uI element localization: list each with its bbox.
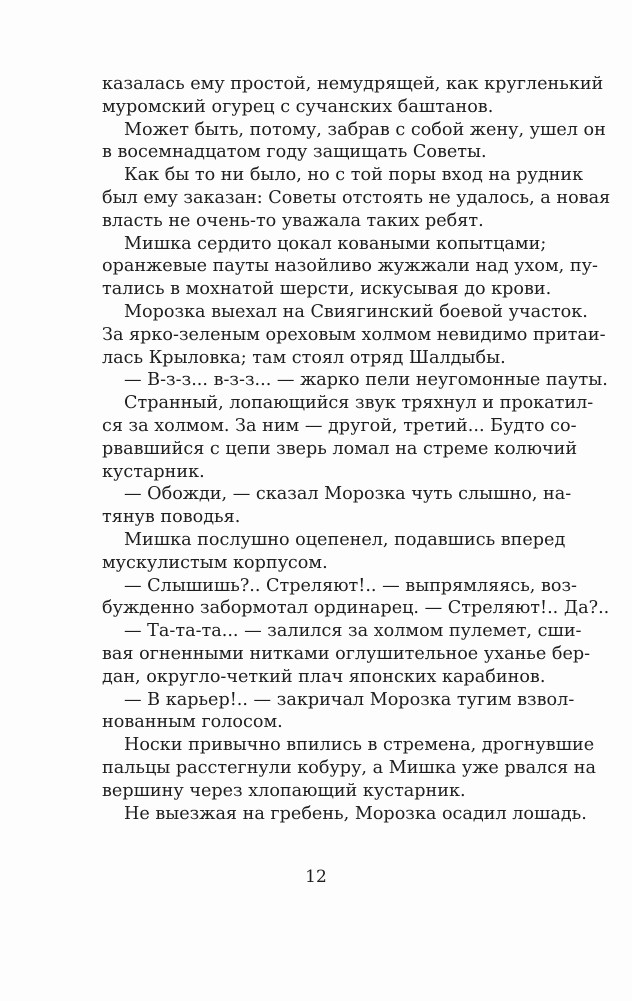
text-line: — В карьер!.. — закричал Морозка тугим взвол- xyxy=(124,689,575,710)
text-line: — Слышишь?.. Стреляют!.. — выпрямляясь, воз- xyxy=(124,575,577,596)
body-text xyxy=(102,73,611,825)
text-line: казалась ему простой, немудрящей, как кругленький xyxy=(102,74,604,94)
text-line: муромский огурец с сучанских баштанов. xyxy=(102,96,494,117)
text-line: Странный, лопающийся звук тряхнул и прокатил- xyxy=(124,393,594,414)
text-line: вая огненными нитками оглушительное уханье бер- xyxy=(102,643,591,664)
text-line: — Та-та-та... — залился за холмом пулемет, сши- xyxy=(124,621,582,642)
text-line: власть не очень-то уважала таких ребят. xyxy=(102,210,484,231)
text-line: — В-з-з... в-з-з... — жарко пели неугомонные пауты. xyxy=(124,370,608,391)
text-line: Как бы то ни было, но с той поры вход на рудник xyxy=(124,165,584,186)
text-line: Не выезжая на гребень, Морозка осадил лошадь. xyxy=(124,803,587,824)
text-line: лась Крыловка; там стоял отряд Шалдыбы. xyxy=(102,347,506,368)
text-line: рвавшийся с цепи зверь ломал на стреме колючий xyxy=(102,438,578,459)
text-line: тались в мохнатой шерсти, искусывая до крови. xyxy=(102,279,552,300)
text-line: дан, округло-четкий плач японских карабинов. xyxy=(102,666,546,687)
text-line: кустарник. xyxy=(102,461,205,482)
text-line: оранжевые пауты назойливо жужжали над ухом, пу- xyxy=(102,256,598,277)
text-line: тянув поводья. xyxy=(102,507,241,528)
text-line: бужденно забормотал ординарец. — Стреляют!.. Да?.. xyxy=(102,598,610,619)
text-line: вершину через хлопающий кустарник. xyxy=(102,780,466,801)
text-line: — Обожди, — сказал Морозка чуть слышно, на- xyxy=(124,484,572,505)
text-line: мускулистым корпусом. xyxy=(102,552,328,573)
text-line: Мишка послушно оцепенел, подавшись вперед xyxy=(124,529,566,550)
text-line: Может быть, потому, забрав с собой жену, ушел он xyxy=(124,119,606,140)
text-line: пальцы расстегнули кобуру, а Мишка уже рвался на xyxy=(102,757,596,778)
text-line: Морозка выехал на Свиягинский боевой участок. xyxy=(124,301,588,322)
text-line: Мишка сердито цокал коваными копытцами; xyxy=(124,233,547,254)
text-line: За ярко-зеленым ореховым холмом невидимо притаи- xyxy=(102,324,606,345)
text-line: был ему заказан: Советы отстоять не удалось, а новая xyxy=(102,187,611,208)
text-line: в восемнадцатом году защищать Советы. xyxy=(102,142,487,163)
text-line: нованным голосом. xyxy=(102,712,283,733)
text-line: ся за холмом. За ним — другой, третий... Будто со- xyxy=(102,415,577,436)
page-number: 12 xyxy=(305,867,327,887)
text-line: Носки привычно впились в стремена, дрогнувшие xyxy=(124,735,595,756)
